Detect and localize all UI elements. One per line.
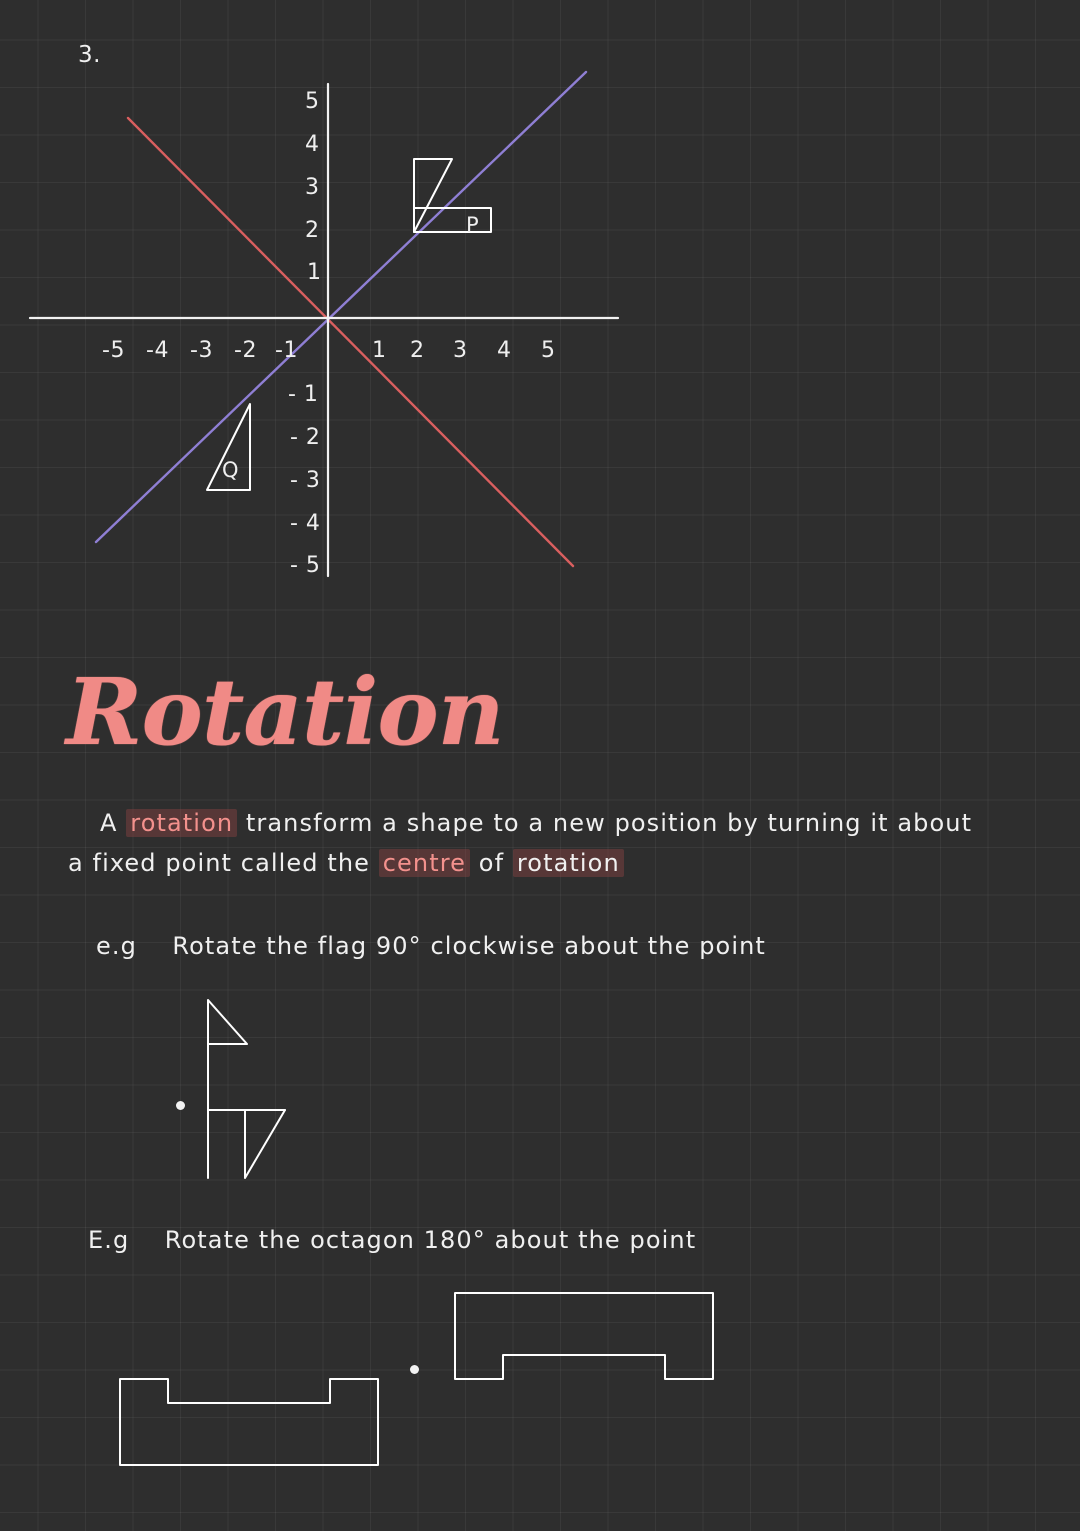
definition-line2-pre: a fixed point called the: [68, 849, 379, 877]
y-tick--4: - 4: [290, 511, 321, 536]
question-number: 3.: [78, 42, 101, 68]
y-tick-5: 5: [305, 89, 320, 114]
octagon-original: [120, 1379, 378, 1465]
example-2-label: E.g: [88, 1226, 130, 1254]
example-2-text: Rotate the octagon 180° about the point: [164, 1226, 697, 1254]
x-tick--2: -2: [234, 338, 257, 363]
y-tick--1: - 1: [288, 382, 319, 407]
centre-of-rotation-dot-2: [410, 1365, 419, 1374]
definition-keyword-rotation-2: rotation: [513, 849, 624, 877]
y-tick-2: 2: [305, 218, 320, 243]
definition-keyword-rotation: rotation: [126, 809, 237, 837]
shape-label-p: P: [466, 213, 480, 237]
page-title: Rotation: [66, 658, 504, 766]
definition-keyword-centre: centre: [379, 849, 470, 877]
x-tick-1: 1: [372, 338, 387, 363]
y-tick--5: - 5: [290, 553, 321, 578]
y-tick-4: 4: [305, 132, 320, 157]
y-tick-1: 1: [307, 260, 322, 285]
x-tick--3: -3: [190, 338, 213, 363]
shape-label-q: Q: [222, 458, 240, 482]
definition-line1-pre: A: [100, 809, 127, 837]
x-tick--4: -4: [146, 338, 169, 363]
octagon-rotated: [455, 1293, 713, 1379]
x-tick-2: 2: [410, 338, 425, 363]
example-1-text: Rotate the flag 90° clockwise about the point: [172, 932, 766, 960]
y-tick-3: 3: [305, 175, 320, 200]
y-tick--3: - 3: [290, 468, 321, 493]
x-tick-5: 5: [541, 338, 556, 363]
x-tick-4: 4: [497, 338, 512, 363]
y-tick--2: - 2: [290, 425, 321, 450]
x-tick-3: 3: [453, 338, 468, 363]
definition-line1-post: transform a shape to a new position by turning it about: [237, 809, 973, 837]
x-tick--1: -1: [275, 338, 298, 363]
x-tick--5: -5: [102, 338, 125, 363]
definition-line2-mid: of: [470, 849, 513, 877]
example-1-label: e.g: [96, 932, 137, 960]
